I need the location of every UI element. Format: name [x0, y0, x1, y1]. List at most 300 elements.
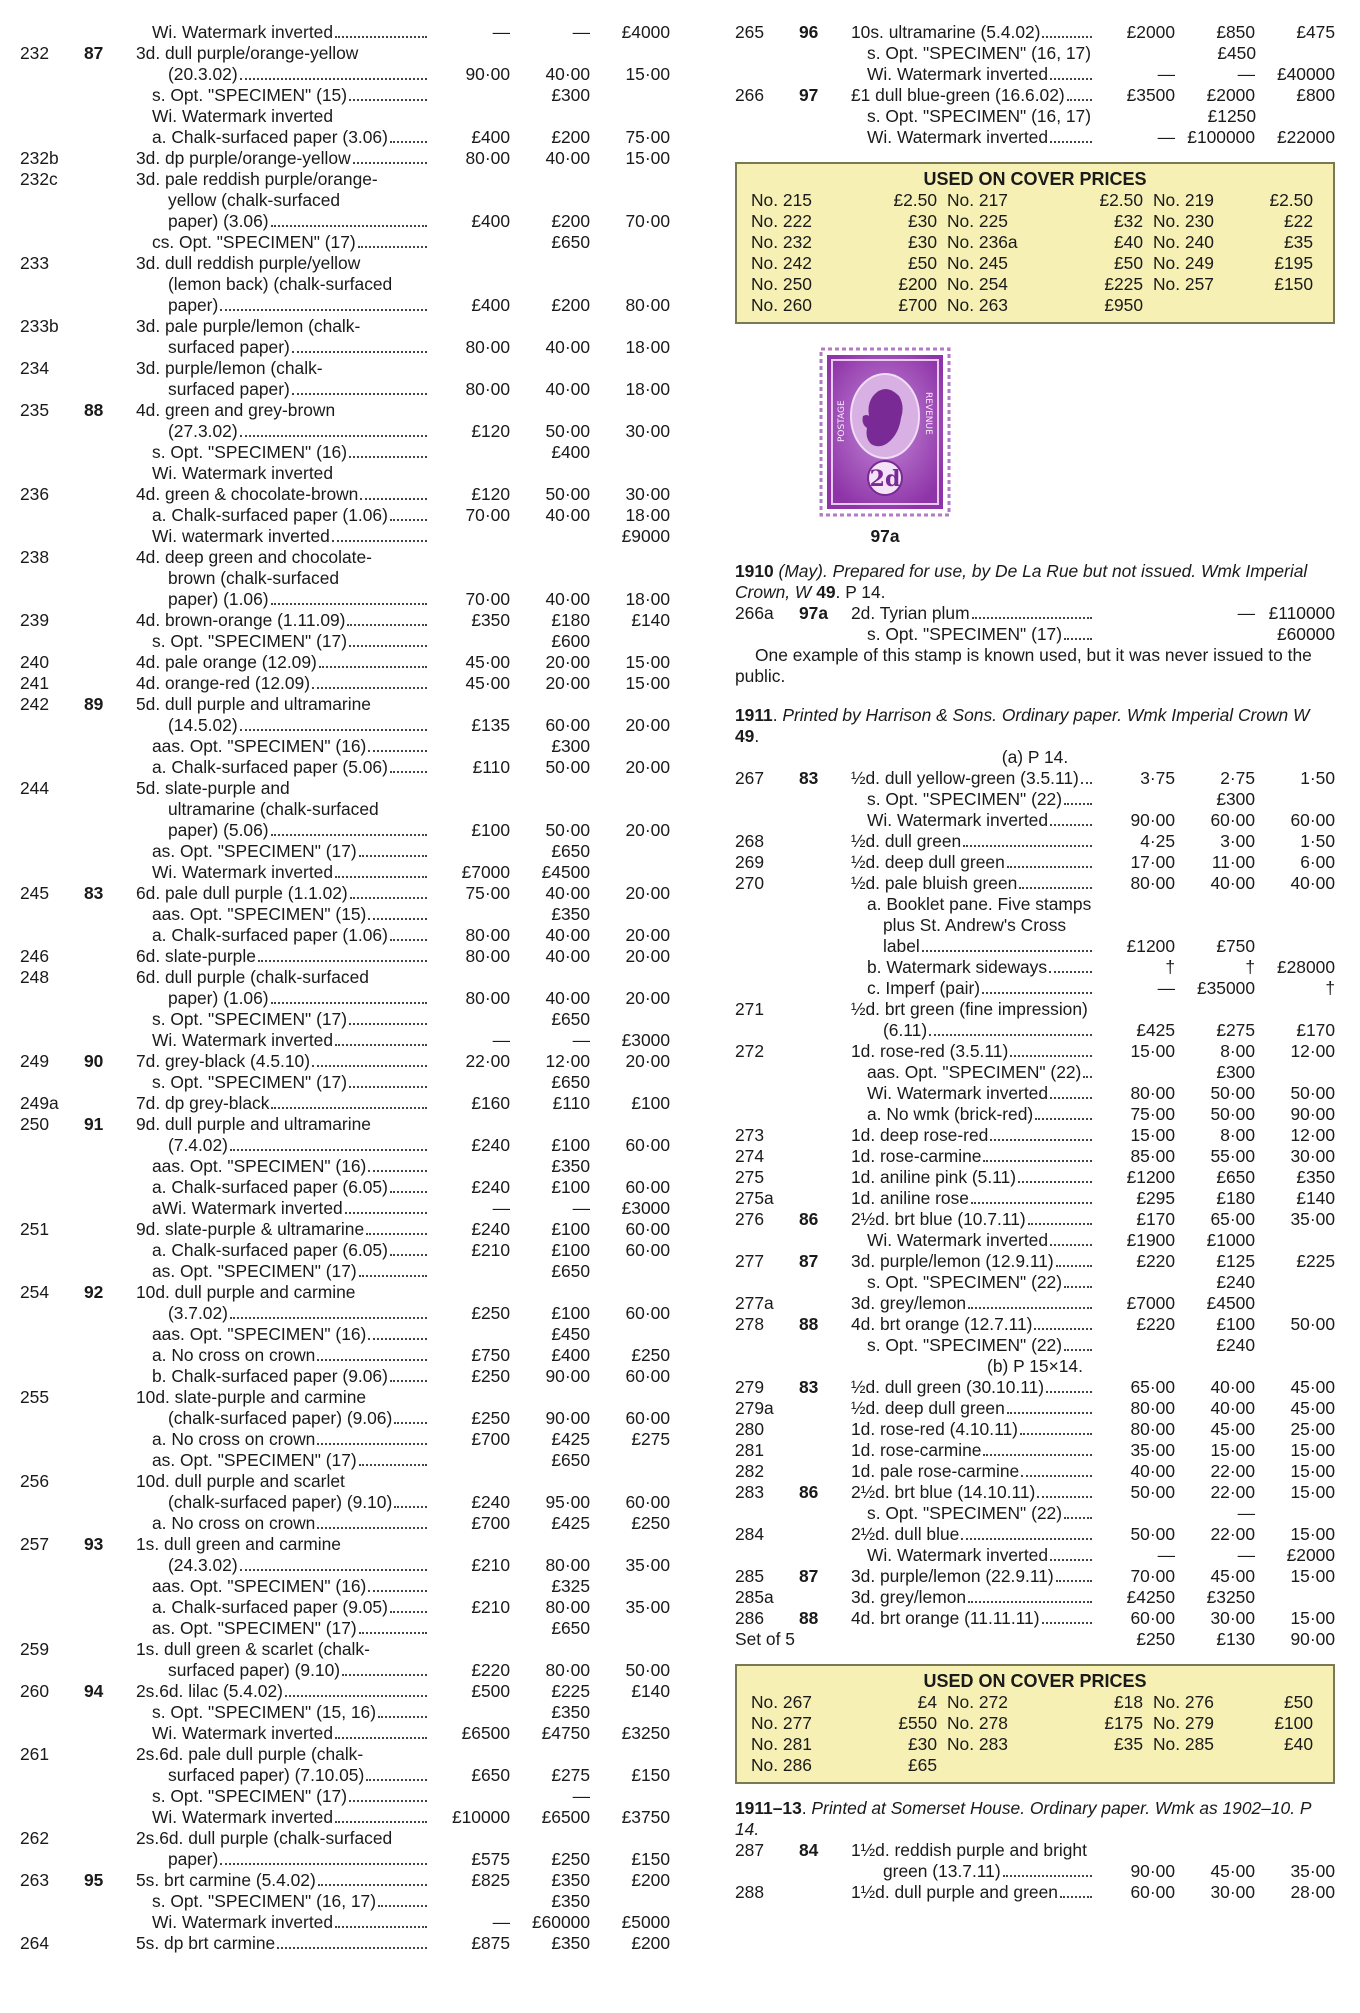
unused-price: £100	[471, 820, 510, 840]
cover-price: £40	[1283, 1734, 1313, 1754]
catalogue-number	[20, 1366, 84, 1387]
dot-leader	[378, 1891, 427, 1907]
used-price: 50·00	[1290, 1083, 1335, 1103]
die-number: 86	[799, 1209, 819, 1229]
dot-leader	[1050, 1083, 1092, 1099]
catalogue-entry	[735, 1629, 1335, 1650]
used-price: 6·00	[1300, 852, 1335, 872]
mint-price	[510, 1471, 590, 1492]
catalogue-entry	[20, 1387, 670, 1429]
mint-price: £225	[551, 1681, 590, 1701]
unused-price: £650	[471, 1765, 510, 1785]
die-number: 97a	[799, 603, 829, 623]
unused-price	[430, 1702, 510, 1723]
catalogue-number: 246	[20, 946, 50, 966]
catalogue-number	[20, 1072, 84, 1093]
unused-price	[430, 1114, 510, 1135]
entry-description: paper)	[168, 295, 219, 315]
catalogue-entry	[20, 1219, 670, 1240]
unused-price: £1200	[1126, 936, 1175, 956]
die-number	[84, 316, 136, 358]
mint-price: £350	[551, 904, 590, 924]
die-number	[84, 547, 136, 610]
die-number	[799, 1188, 851, 1209]
used-price: £60000	[1276, 624, 1335, 644]
mint-price	[510, 1534, 590, 1555]
catalogue-entry	[735, 1104, 1335, 1125]
used-price	[1255, 915, 1335, 936]
mint-price: —	[1237, 1545, 1255, 1565]
catalogue-entry	[735, 1419, 1335, 1440]
die-number	[84, 1786, 136, 1807]
catalogue-number	[20, 505, 84, 526]
mint-price: 65·00	[1210, 1209, 1255, 1229]
unused-price: —	[1157, 978, 1175, 998]
used-price	[590, 1282, 670, 1303]
catalogue-entry	[20, 127, 670, 148]
unused-price: £1200	[1126, 1167, 1175, 1187]
catalogue-entry	[20, 1933, 670, 1954]
catalogue-number	[20, 1786, 84, 1807]
catalogue-number: 271	[735, 999, 765, 1019]
entry-description: s. Opt. "SPECIMEN" (15, 16)	[152, 1702, 376, 1722]
mint-price	[510, 274, 590, 295]
die-number	[84, 1744, 136, 1786]
die-number	[84, 22, 136, 43]
die-number	[84, 505, 136, 526]
catalogue-number: 232b	[20, 148, 59, 168]
cover-price	[1263, 295, 1323, 316]
entry-description: 2½d. brt blue (14.10.11)	[851, 1482, 1036, 1502]
used-price	[590, 1639, 670, 1660]
catalogue-number	[20, 526, 84, 547]
unused-price: 40·00	[1130, 1461, 1175, 1481]
die-number	[84, 925, 136, 946]
dot-leader	[271, 988, 427, 1004]
dot-leader	[368, 1576, 427, 1592]
unused-price: 3·75	[1140, 768, 1175, 788]
dot-leader	[394, 1492, 427, 1508]
dot-leader	[1010, 1041, 1092, 1057]
mint-price: £425	[551, 1429, 590, 1449]
entry-description: 5d. dull purple and ultramarine	[136, 694, 371, 714]
catalogue-number: 266a	[735, 603, 774, 623]
die-number: 87	[84, 43, 104, 63]
dot-leader	[390, 1240, 427, 1256]
entry-description: paper) (3.06)	[168, 211, 269, 231]
dot-leader	[961, 1524, 1092, 1540]
catalogue-entry	[20, 1870, 670, 1891]
mint-price	[510, 253, 590, 274]
entry-266a	[735, 603, 1335, 645]
used-price	[590, 1786, 670, 1807]
die-number	[799, 1272, 851, 1293]
die-number	[799, 1167, 851, 1188]
catalogue-number	[735, 127, 799, 148]
entry-description: s. Opt. "SPECIMEN" (17)	[152, 1786, 347, 1806]
catalogue-number	[735, 106, 799, 127]
catalogue-number: 265	[735, 22, 765, 42]
catalogue-number: 232	[20, 43, 50, 63]
entry-description: s. Opt. "SPECIMEN" (22)	[867, 1272, 1062, 1292]
mint-price	[1175, 1840, 1255, 1861]
unused-price: £250	[471, 1303, 510, 1323]
entry-description: 7d. grey-black (4.5.10)	[136, 1051, 310, 1071]
dot-leader	[378, 1702, 427, 1718]
used-price	[1255, 1272, 1335, 1293]
dot-leader	[1050, 1545, 1092, 1561]
cover-stamp-number: No. 219	[1153, 190, 1214, 210]
entry-description: 1d. deep rose-red	[851, 1125, 989, 1145]
catalogue-entry	[735, 1230, 1335, 1251]
mint-price: 40·00	[545, 589, 590, 609]
unused-price	[430, 1639, 510, 1660]
die-number	[84, 757, 136, 778]
catalogue-entry	[20, 1093, 670, 1114]
mint-price: 20·00	[545, 652, 590, 672]
catalogue-entry	[20, 610, 670, 631]
unused-price	[430, 1324, 510, 1345]
catalogue-entry	[20, 1744, 670, 1786]
unused-price: —	[492, 22, 510, 42]
catalogue-entry	[735, 1062, 1335, 1083]
unused-price: £1900	[1126, 1230, 1175, 1250]
catalogue-entry	[20, 1282, 670, 1324]
cover-stamp-number: No. 230	[1153, 211, 1214, 231]
unused-price: —	[492, 1198, 510, 1218]
mint-price: £400	[551, 1345, 590, 1365]
unused-price	[430, 274, 510, 295]
entry-description: s. Opt. "SPECIMEN" (22)	[867, 1503, 1062, 1523]
catalogue-number: 283	[735, 1482, 765, 1502]
stamp-postage-text: POSTAGE	[837, 400, 847, 442]
used-price	[590, 190, 670, 211]
mint-price: £275	[1216, 1020, 1255, 1040]
die-number: 83	[799, 1377, 819, 1397]
entry-description: Wi. Watermark inverted	[152, 1723, 334, 1743]
entry-description: 3d. purple/lemon (12.9.11)	[851, 1251, 1054, 1271]
unused-price: £250	[471, 1366, 510, 1386]
die-number	[84, 1597, 136, 1618]
used-price	[590, 316, 670, 337]
mint-price: 12·00	[545, 1051, 590, 1071]
catalogue-entry	[735, 22, 1335, 43]
unused-price	[430, 1786, 510, 1807]
catalogue-number: 278	[735, 1314, 765, 1334]
cover-stamp-number: No. 276	[1153, 1692, 1214, 1712]
unused-price: £350	[471, 610, 510, 630]
used-price: 60·00	[625, 1492, 670, 1512]
used-price: £350	[1296, 1167, 1335, 1187]
mint-price: £650	[551, 232, 590, 252]
mint-price: 50·00	[545, 484, 590, 504]
unused-price: £120	[471, 421, 510, 441]
catalogue-entry	[735, 43, 1335, 64]
dot-leader	[292, 337, 427, 353]
unused-price: £400	[471, 211, 510, 231]
catalogue-number	[20, 1702, 84, 1723]
unused-price	[1095, 1272, 1175, 1293]
die-number	[799, 1062, 851, 1083]
die-number	[84, 1324, 136, 1345]
die-number	[84, 1387, 136, 1429]
mint-price	[510, 43, 590, 64]
mint-price: £4500	[1206, 1293, 1255, 1313]
cover-price: £30	[907, 211, 937, 231]
entry-description: (14.5.02)	[168, 715, 238, 735]
used-price	[1255, 1503, 1335, 1524]
unused-price	[430, 1744, 510, 1765]
entry-description: b. Watermark sideways	[867, 957, 1048, 977]
used-price	[590, 1828, 670, 1849]
cover-price: £35	[1283, 232, 1313, 252]
unused-price	[430, 442, 510, 463]
die-number	[84, 652, 136, 673]
catalogue-number	[735, 1272, 799, 1293]
catalogue-entry	[20, 631, 670, 652]
die-number	[799, 957, 851, 978]
cover-stamp-number: No. 236a	[947, 232, 1018, 252]
mint-price: £350	[551, 1702, 590, 1722]
die-number: 88	[799, 1608, 819, 1628]
die-number	[799, 1041, 851, 1062]
unused-price: £750	[471, 1345, 510, 1365]
catalogue-entry	[735, 1125, 1335, 1146]
unused-price: 90·00	[465, 64, 510, 84]
catalogue-entry	[20, 43, 670, 85]
die-number	[84, 736, 136, 757]
used-price	[1255, 1587, 1335, 1608]
entry-description: Wi. Watermark inverted	[867, 810, 1049, 830]
catalogue-number: 251	[20, 1219, 50, 1239]
catalogue-number	[735, 624, 799, 645]
unused-price	[430, 1828, 510, 1849]
catalogue-entry	[20, 673, 670, 694]
entry-description: 3d. pale purple/lemon (chalk-	[136, 316, 361, 336]
used-price	[590, 967, 670, 988]
die-number	[799, 1083, 851, 1104]
entry-description: paper) (1.06)	[168, 589, 269, 609]
dot-leader	[1035, 1104, 1092, 1120]
used-price	[590, 43, 670, 64]
unused-price: £400	[471, 127, 510, 147]
die-number	[799, 1293, 851, 1314]
mint-price: £350	[551, 1156, 590, 1176]
catalogue-entry	[20, 1366, 670, 1387]
catalogue-number	[20, 1807, 84, 1828]
catalogue-number	[735, 1062, 799, 1083]
unused-price	[430, 841, 510, 862]
used-price: £9000	[621, 526, 670, 546]
catalogue-entry	[20, 925, 670, 946]
used-price: 25·00	[1290, 1419, 1335, 1439]
catalogue-number: 249a	[20, 1093, 59, 1113]
die-number	[799, 624, 851, 645]
entry-description: 1½d. reddish purple and bright	[851, 1840, 1087, 1860]
mint-price: £240	[1216, 1335, 1255, 1355]
die-number	[84, 1450, 136, 1471]
dot-leader	[390, 127, 427, 143]
dot-leader	[1083, 1062, 1092, 1078]
mint-price	[510, 400, 590, 421]
die-number	[84, 1702, 136, 1723]
entry-description: cs. Opt. "SPECIMEN" (17)	[152, 232, 356, 252]
entry-description: s. Opt. "SPECIMEN" (16, 17)	[867, 43, 1091, 63]
mint-price: 80·00	[545, 1555, 590, 1575]
used-price: £4000	[621, 22, 670, 42]
entry-description: 5d. slate-purple and	[136, 778, 290, 798]
used-price	[590, 1156, 670, 1177]
used-price: 20·00	[625, 925, 670, 945]
catalogue-number: 239	[20, 610, 50, 630]
dot-leader	[317, 1429, 427, 1445]
entry-description: Wi. Watermark inverted	[152, 862, 334, 882]
mint-price: £1250	[1207, 106, 1256, 126]
dot-leader	[1081, 768, 1092, 784]
catalogue-number	[20, 1324, 84, 1345]
used-price: 20·00	[625, 946, 670, 966]
entry-description: 3d. dull purple/orange-yellow	[136, 43, 359, 63]
catalogue-entry	[735, 624, 1335, 645]
catalogue-number: 285a	[735, 1587, 774, 1607]
catalogue-entry	[735, 1335, 1335, 1356]
cover-price: £65	[907, 1755, 937, 1775]
mint-price: £100000	[1187, 127, 1255, 147]
mint-price: 8·00	[1220, 1041, 1255, 1061]
unused-price	[430, 904, 510, 925]
used-price: 60·00	[625, 1408, 670, 1428]
dot-leader	[390, 925, 427, 941]
entry-description: (3.7.02)	[168, 1303, 228, 1323]
unused-price: £220	[471, 1660, 510, 1680]
unused-price: £700	[471, 1429, 510, 1449]
catalogue-entry	[20, 316, 670, 358]
catalogue-entry	[20, 1681, 670, 1702]
die-number: 93	[84, 1534, 104, 1554]
catalogue-number	[20, 1240, 84, 1261]
entry-description: 1s. dull green and carmine	[136, 1534, 341, 1554]
unused-price	[1095, 1335, 1175, 1356]
mint-price: £200	[551, 211, 590, 231]
die-number	[84, 1366, 136, 1387]
panel-title: USED ON COVER PRICES	[923, 169, 1147, 189]
entry-description: s. Opt. "SPECIMEN" (22)	[867, 1335, 1062, 1355]
catalogue-number: 235	[20, 400, 50, 420]
dot-leader	[1064, 624, 1092, 640]
unused-price: £220	[1136, 1314, 1175, 1334]
cover-price: £2.50	[893, 190, 937, 210]
entry-description: as. Opt. "SPECIMEN" (17)	[152, 1261, 357, 1281]
dot-leader	[1064, 1272, 1092, 1288]
used-on-cover-prices-panel-1	[735, 162, 1335, 324]
unused-price	[430, 1009, 510, 1030]
used-price: 50·00	[625, 1660, 670, 1680]
entry-description: paper) (5.06)	[168, 820, 269, 840]
catalogue-number: 234	[20, 358, 50, 378]
used-price: 18·00	[625, 337, 670, 357]
unused-price: £875	[471, 1933, 510, 1953]
issue-tail: . P 14.	[835, 582, 886, 602]
die-number	[84, 106, 136, 127]
mint-price: 30·00	[1210, 1608, 1255, 1628]
entry-description: 4d. pale orange (12.09)	[136, 652, 317, 672]
used-price: £800	[1296, 85, 1335, 105]
catalogue-number	[20, 127, 84, 148]
dot-leader	[342, 1660, 427, 1676]
unused-price	[430, 1891, 510, 1912]
die-number	[84, 862, 136, 883]
mint-price: 80·00	[545, 1660, 590, 1680]
entry-description: surfaced paper)	[168, 379, 290, 399]
cover-price: £40	[1113, 232, 1143, 252]
cover-stamp-number: No. 225	[947, 211, 1008, 231]
unused-price: —	[492, 1030, 510, 1050]
cover-price	[1057, 1755, 1153, 1776]
unused-price: £250	[1136, 1629, 1175, 1649]
mint-price: 50·00	[545, 820, 590, 840]
mint-price: £180	[551, 610, 590, 630]
dot-leader	[1056, 1251, 1092, 1267]
cover-stamp-number: No. 249	[1153, 253, 1214, 273]
catalogue-number	[735, 789, 799, 810]
catalogue-entry	[20, 967, 670, 1009]
catalogue-number	[20, 232, 84, 253]
catalogue-number	[735, 1503, 799, 1524]
unused-price: £7000	[1126, 1293, 1175, 1313]
cover-price: £2.50	[1099, 190, 1143, 210]
unused-price: 80·00	[465, 379, 510, 399]
die-number: 83	[799, 768, 819, 788]
catalogue-number: 287	[735, 1840, 765, 1860]
dot-leader	[971, 1188, 1092, 1204]
dot-leader	[240, 64, 427, 80]
cover-stamp-number: No. 242	[751, 253, 812, 273]
unused-price: 70·00	[465, 589, 510, 609]
dot-leader	[347, 610, 427, 626]
catalogue-number	[20, 106, 84, 127]
used-price: 15·00	[1290, 1608, 1335, 1628]
unused-price	[1095, 603, 1175, 624]
die-number	[84, 1198, 136, 1219]
catalogue-entry	[20, 22, 670, 43]
dot-leader	[345, 1198, 427, 1214]
entry-description: aas. Opt. "SPECIMEN" (16)	[152, 1324, 367, 1344]
entry-description: a. Chalk-surfaced paper (6.05)	[152, 1240, 388, 1260]
dot-leader	[368, 1324, 427, 1340]
catalogue-number: 249	[20, 1051, 50, 1071]
dot-leader	[366, 1765, 427, 1781]
catalogue-entry	[20, 547, 670, 610]
catalogue-number	[20, 1912, 84, 1933]
unused-price	[430, 253, 510, 274]
catalogue-entry	[735, 1587, 1335, 1608]
unused-price	[430, 1471, 510, 1492]
catalogue-entry	[735, 64, 1335, 85]
cover-price: £50	[1283, 1692, 1313, 1712]
catalogue-number	[735, 1104, 799, 1125]
entry-description: aas. Opt. "SPECIMEN" (16)	[152, 1576, 367, 1596]
catalogue-entry	[735, 1482, 1335, 1503]
entry-description: surfaced paper)	[168, 337, 290, 357]
issue-1911-13-heading: 1911–13. Printed at Somerset House. Ordinary paper. Wmk as 1902–10. P 14.	[735, 1798, 1311, 1839]
entry-description: ultramarine (chalk-surfaced	[168, 799, 379, 819]
used-price: 12·00	[1290, 1125, 1335, 1145]
catalogue-number	[20, 925, 84, 946]
mint-price: —	[1237, 64, 1255, 84]
entry-description: Wi. Watermark inverted	[152, 106, 334, 126]
unused-price: 80·00	[465, 148, 510, 168]
catalogue-number: 263	[20, 1870, 50, 1890]
